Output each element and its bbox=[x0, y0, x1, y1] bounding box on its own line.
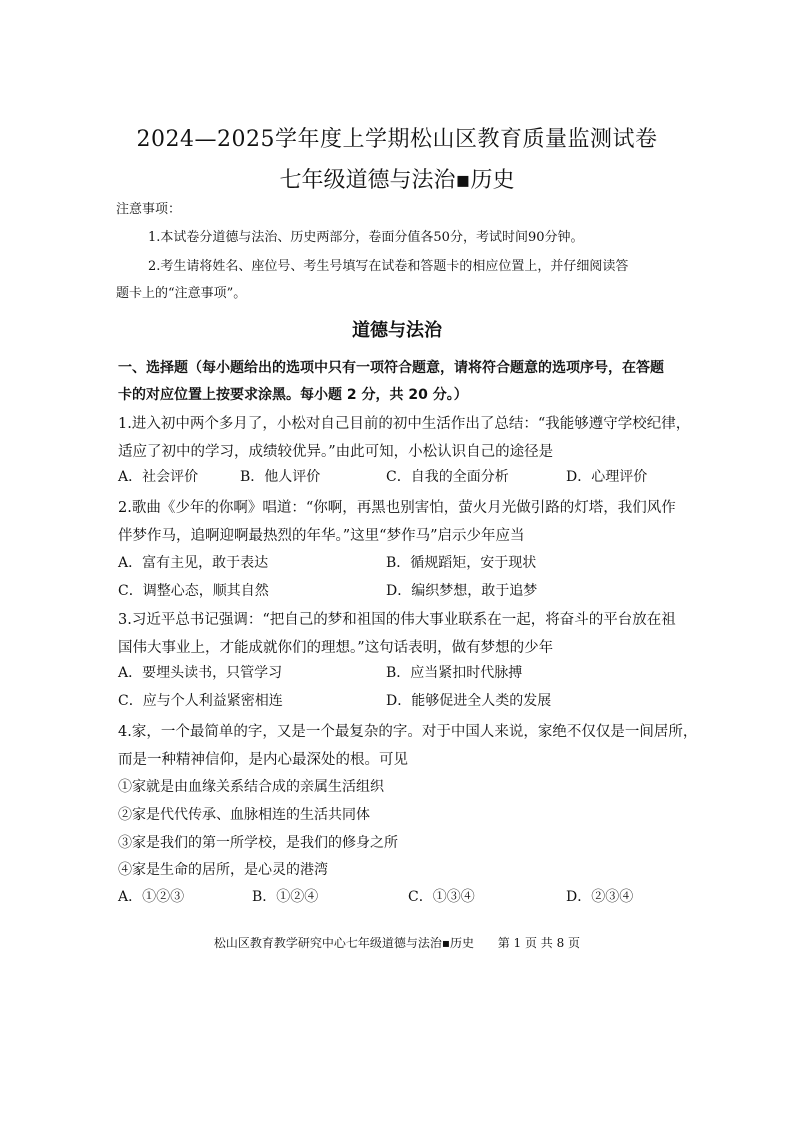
question-3-line-2: 国伟大事业上，才能成就你们的理想。”这句话表明，做有梦想的少年 bbox=[118, 640, 554, 656]
question-4-line-1: 4.家，一个最简单的字，又是一个最复杂的字。对于中国人来说，家绝不仅仅是一间居所， bbox=[118, 724, 698, 740]
question-4-statement-4: ④家是生命的居所，是心灵的港湾 bbox=[118, 862, 328, 878]
question-3-option-b: B．应当紧扣时代脉搏 bbox=[386, 665, 523, 681]
question-3-line-1: 3.习近平总书记强调：“把自己的梦和祖国的伟大事业联系在一起，将奋斗的平台放在祖 bbox=[118, 612, 676, 628]
question-2-option-a: A．富有主见，敢于表达 bbox=[118, 555, 269, 571]
notice-line-2a: 2.考生请将姓名、座位号、考生号填写在试卷和答题卡的相应位置上，并仔细阅读答 bbox=[148, 259, 629, 274]
question-3-option-d: D．能够促进全人类的发展 bbox=[386, 693, 552, 709]
question-2-option-d: D．编织梦想，敢于追梦 bbox=[386, 583, 538, 599]
question-2-line-2: 伴梦作马，追啊迎啊最热烈的年华。”这里“梦作马”启示少年应当 bbox=[118, 528, 525, 544]
notice-line-2b: 题卡上的“注意事项”。 bbox=[116, 286, 247, 301]
notice-line-1: 1.本试卷分道德与法治、历史两部分，卷面分值各50分，考试时间90分钟。 bbox=[148, 230, 584, 245]
question-4-option-d: D．②③④ bbox=[566, 889, 634, 905]
page-footer bbox=[0, 934, 794, 951]
question-4-option-c: C．①③④ bbox=[408, 889, 475, 905]
notice-heading: 注意事项： bbox=[116, 202, 182, 217]
question-2-option-b: B．循规蹈矩，安于现状 bbox=[386, 555, 537, 571]
section-instruction-2: 卡的对应位置上按要求涂黑。每小题 2 分，共 20 分。） bbox=[118, 387, 468, 403]
section-title: 道德与法治 bbox=[352, 320, 442, 341]
question-1-option-a: A．社会评价 bbox=[118, 469, 199, 485]
footer-page-number: 第 1 页 共 8 页 bbox=[497, 936, 581, 950]
question-4-statement-1: ①家就是由血缘关系结合成的亲属生活组织 bbox=[118, 779, 384, 795]
question-4-statement-2: ②家是代代传承、血脉相连的生活共同体 bbox=[118, 807, 370, 823]
question-1-line-1: 1.进入初中两个多月了，小松对自己目前的初中生活作出了总结：“我能够遵守学校纪律， bbox=[118, 416, 691, 432]
question-4-statement-3: ③家是我们的第一所学校，是我们的修身之所 bbox=[118, 835, 398, 851]
question-1-line-2: 适应了初中的学习，成绩较优异。”由此可知，小松认识自己的途径是 bbox=[118, 444, 554, 460]
question-4-option-b: B．①②④ bbox=[252, 889, 319, 905]
question-1-option-c: C．自我的全面分析 bbox=[386, 469, 509, 485]
exam-title: 2024—2025学年度上学期松山区教育质量监测试卷 bbox=[136, 127, 658, 152]
question-2-option-c: C．调整心态，顺其自然 bbox=[118, 583, 269, 599]
section-instruction-1: 一、选择题（每小题给出的选项中只有一项符合题意，请将符合题意的选项序号，在答题 bbox=[118, 360, 664, 376]
footer-text: 松山区教育教学研究中心七年级道德与法治▪历史 bbox=[213, 936, 475, 950]
exam-subtitle: 七年级道德与法治▪历史 bbox=[279, 168, 515, 193]
question-3-option-c: C．应与个人利益紧密相连 bbox=[118, 693, 283, 709]
question-2-line-1: 2.歌曲《少年的你啊》唱道：“你啊，再黑也别害怕，萤火月光做引路的灯塔，我们风作 bbox=[118, 500, 676, 516]
question-4-line-2: 而是一种精神信仰，是内心最深处的根。可见 bbox=[118, 752, 408, 768]
question-1-option-d: D．心理评价 bbox=[566, 469, 648, 485]
question-3-option-a: A．要埋头读书，只管学习 bbox=[118, 665, 283, 681]
question-4-option-a: A．①②③ bbox=[118, 889, 185, 905]
question-1-option-b: B．他人评价 bbox=[240, 469, 321, 485]
